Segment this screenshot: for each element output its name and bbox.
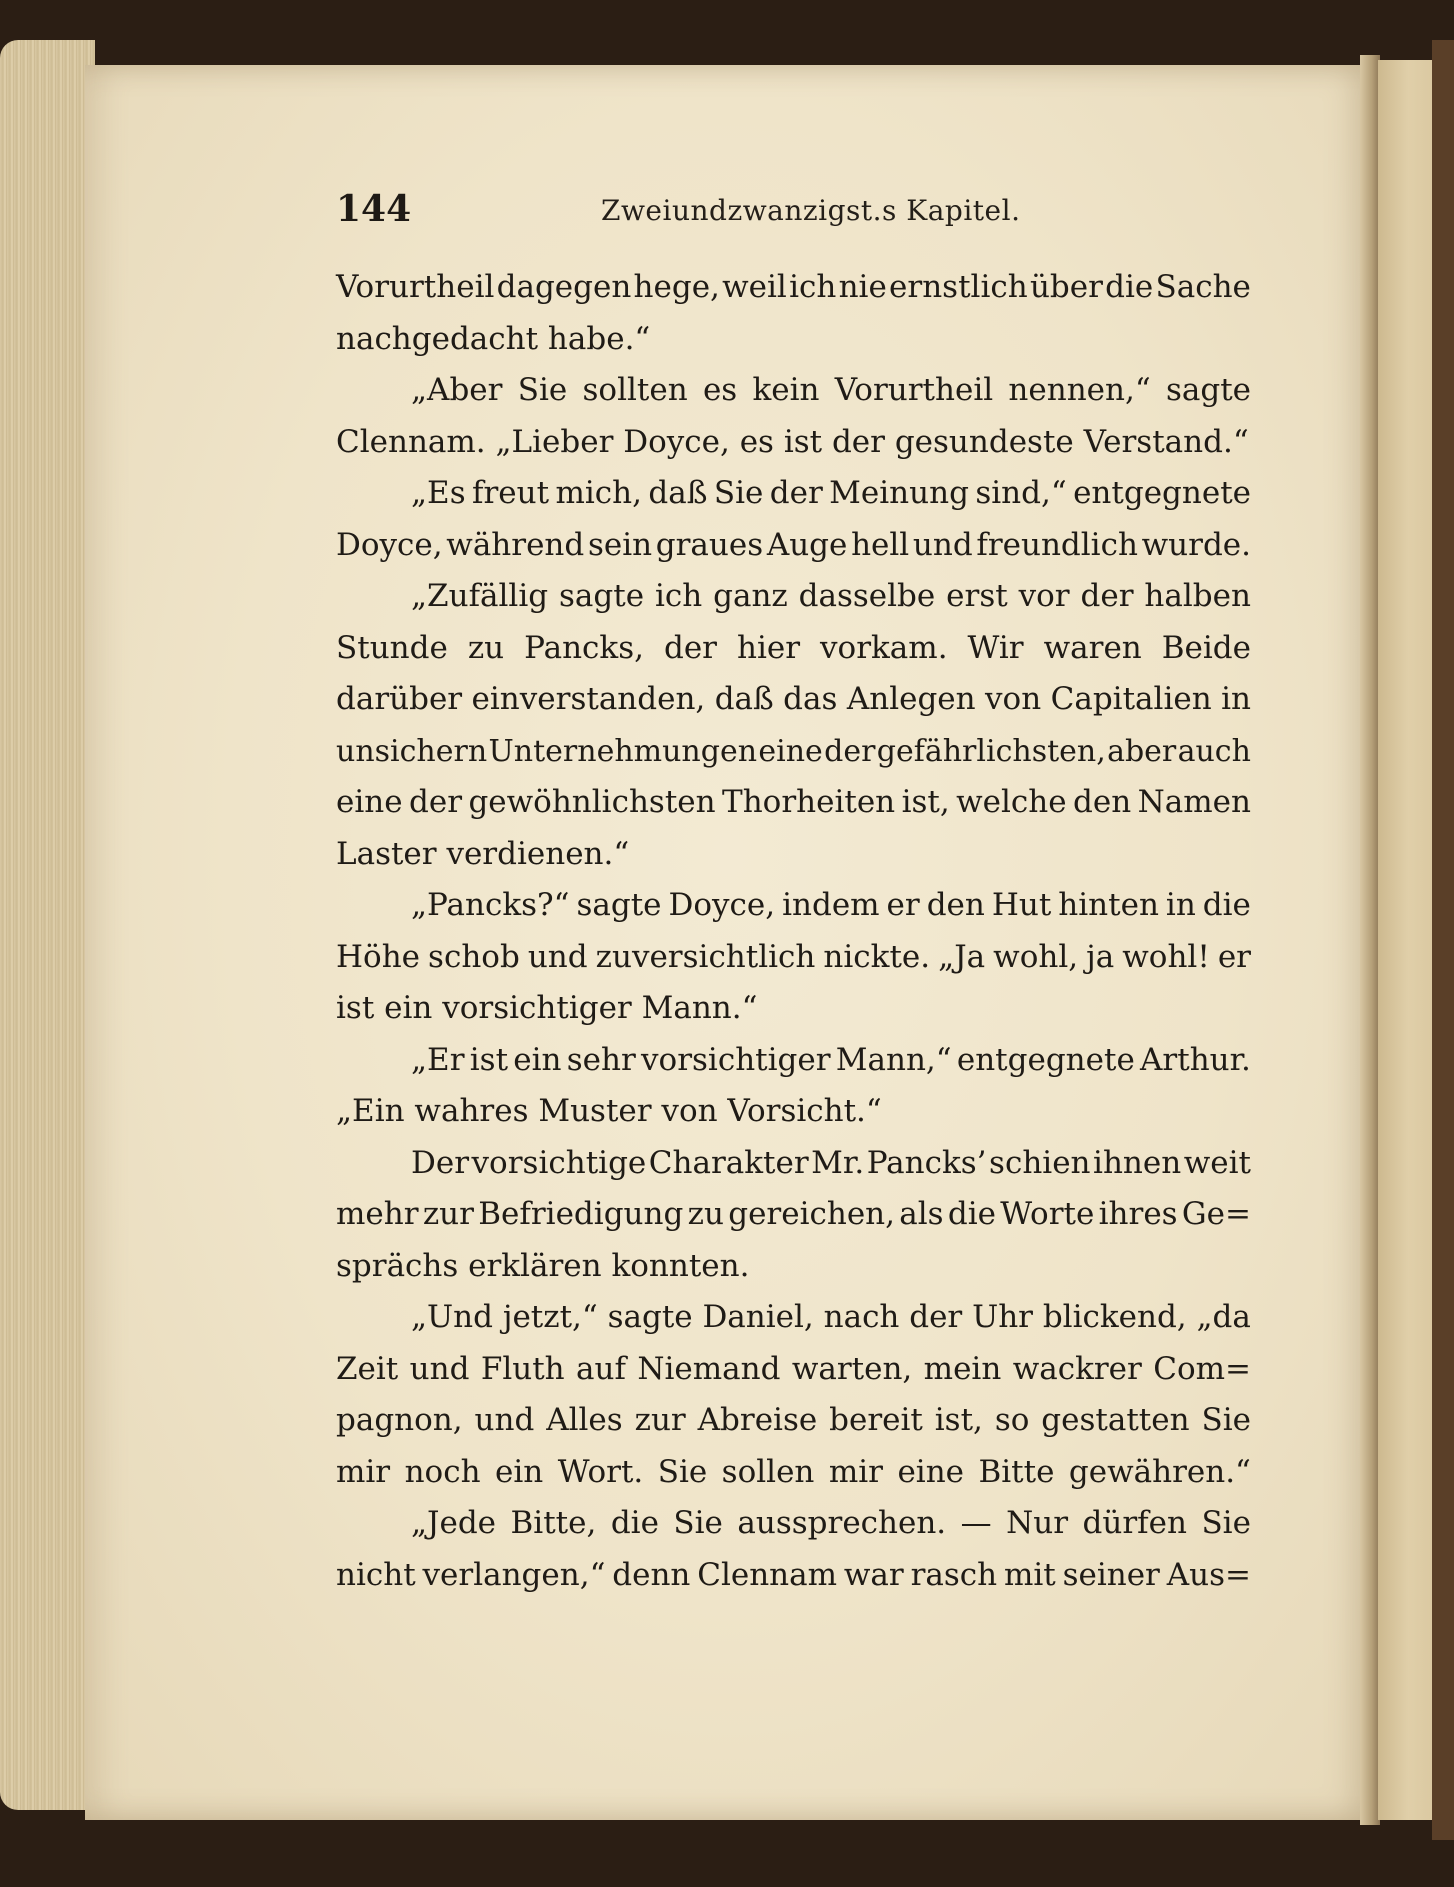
page-stack-edge [0,40,95,1810]
text-line: „Pancks?“ sagte Doyce, indem er den Hut hinten in die [411,887,1251,923]
text-line: Laster verdienen.“ [336,835,630,872]
running-head: Zweiundzwanzigst.s Kapitel. [601,194,1021,227]
text-line: Der vorsichtige Charakter Mr. Pancks’ schien ihnen weit [411,1144,1251,1181]
text-line: Zeit und Fluth auf Niemand warten, mein wackrer Com= [336,1350,1251,1387]
text-line: „Jede Bitte, die Sie aussprechen. — Nur dürfen Sie [411,1505,1251,1541]
text-line: „Er ist ein sehr vorsichtiger Mann,“ entgegnete Arthur. [411,1041,1251,1078]
text-line: darüber einverstanden, daß das Anlegen von Capitalien in [336,681,1251,717]
text-line: „Es freut mich, daß Sie der Meinung sind,“ entgegnete [411,475,1251,511]
text-line: mehr zur Befriedigung zu gereichen, als die Worte ihres Ge= [336,1196,1251,1232]
body-text [336,262,1251,1601]
text-line: nicht verlangen,“ denn Clennam war rasch mit seiner Aus= [336,1556,1251,1593]
book-gutter [1360,55,1380,1825]
book-cover-edge [1432,40,1454,1840]
text-line: eine der gewöhnlichsten Thorheiten ist, welche den Namen [336,784,1251,820]
text-line: Doyce, während sein graues Auge hell und freundlich wurde. [336,526,1251,563]
text-line: Clennam. „Lieber Doyce, es ist der gesundeste Verstand.“ [336,423,1249,460]
text-line: sprächs erklären konnten. [336,1247,750,1284]
page-number: 144 [336,188,412,230]
page-header [336,188,1256,238]
text-line: „Zufällig sagte ich ganz dasselbe erst vor der halben [411,578,1251,614]
text-line: „Ein wahres Muster von Vorsicht.“ [336,1093,882,1129]
text-line: „Und jetzt,“ sagte Daniel, nach der Uhr blickend, „da [411,1299,1251,1335]
text-line: Stunde zu Pancks, der hier vorkam. Wir waren Beide [336,629,1251,666]
text-line: mir noch ein Wort. Sie sollen mir eine Bitte gewähren.“ [336,1453,1251,1490]
text-line: pagnon, und Alles zur Abreise bereit ist, so gestatten Sie [336,1402,1251,1438]
text-line: „Aber Sie sollten es kein Vorurtheil nennen,“ sagte [411,372,1251,408]
text-line: nachgedacht habe.“ [336,320,651,357]
text-line: unsichern Unternehmungen eine der gefährlichsten, aber auch [336,733,1251,769]
text-line: Vorurtheil dagegen hege, weil ich nie ernstlich über die Sache [336,269,1251,305]
text-line: ist ein vorsichtiger Mann.“ [336,990,758,1026]
text-line: Höhe schob und zuversichtlich nickte. „Ja wohl, ja wohl! er [336,938,1251,975]
